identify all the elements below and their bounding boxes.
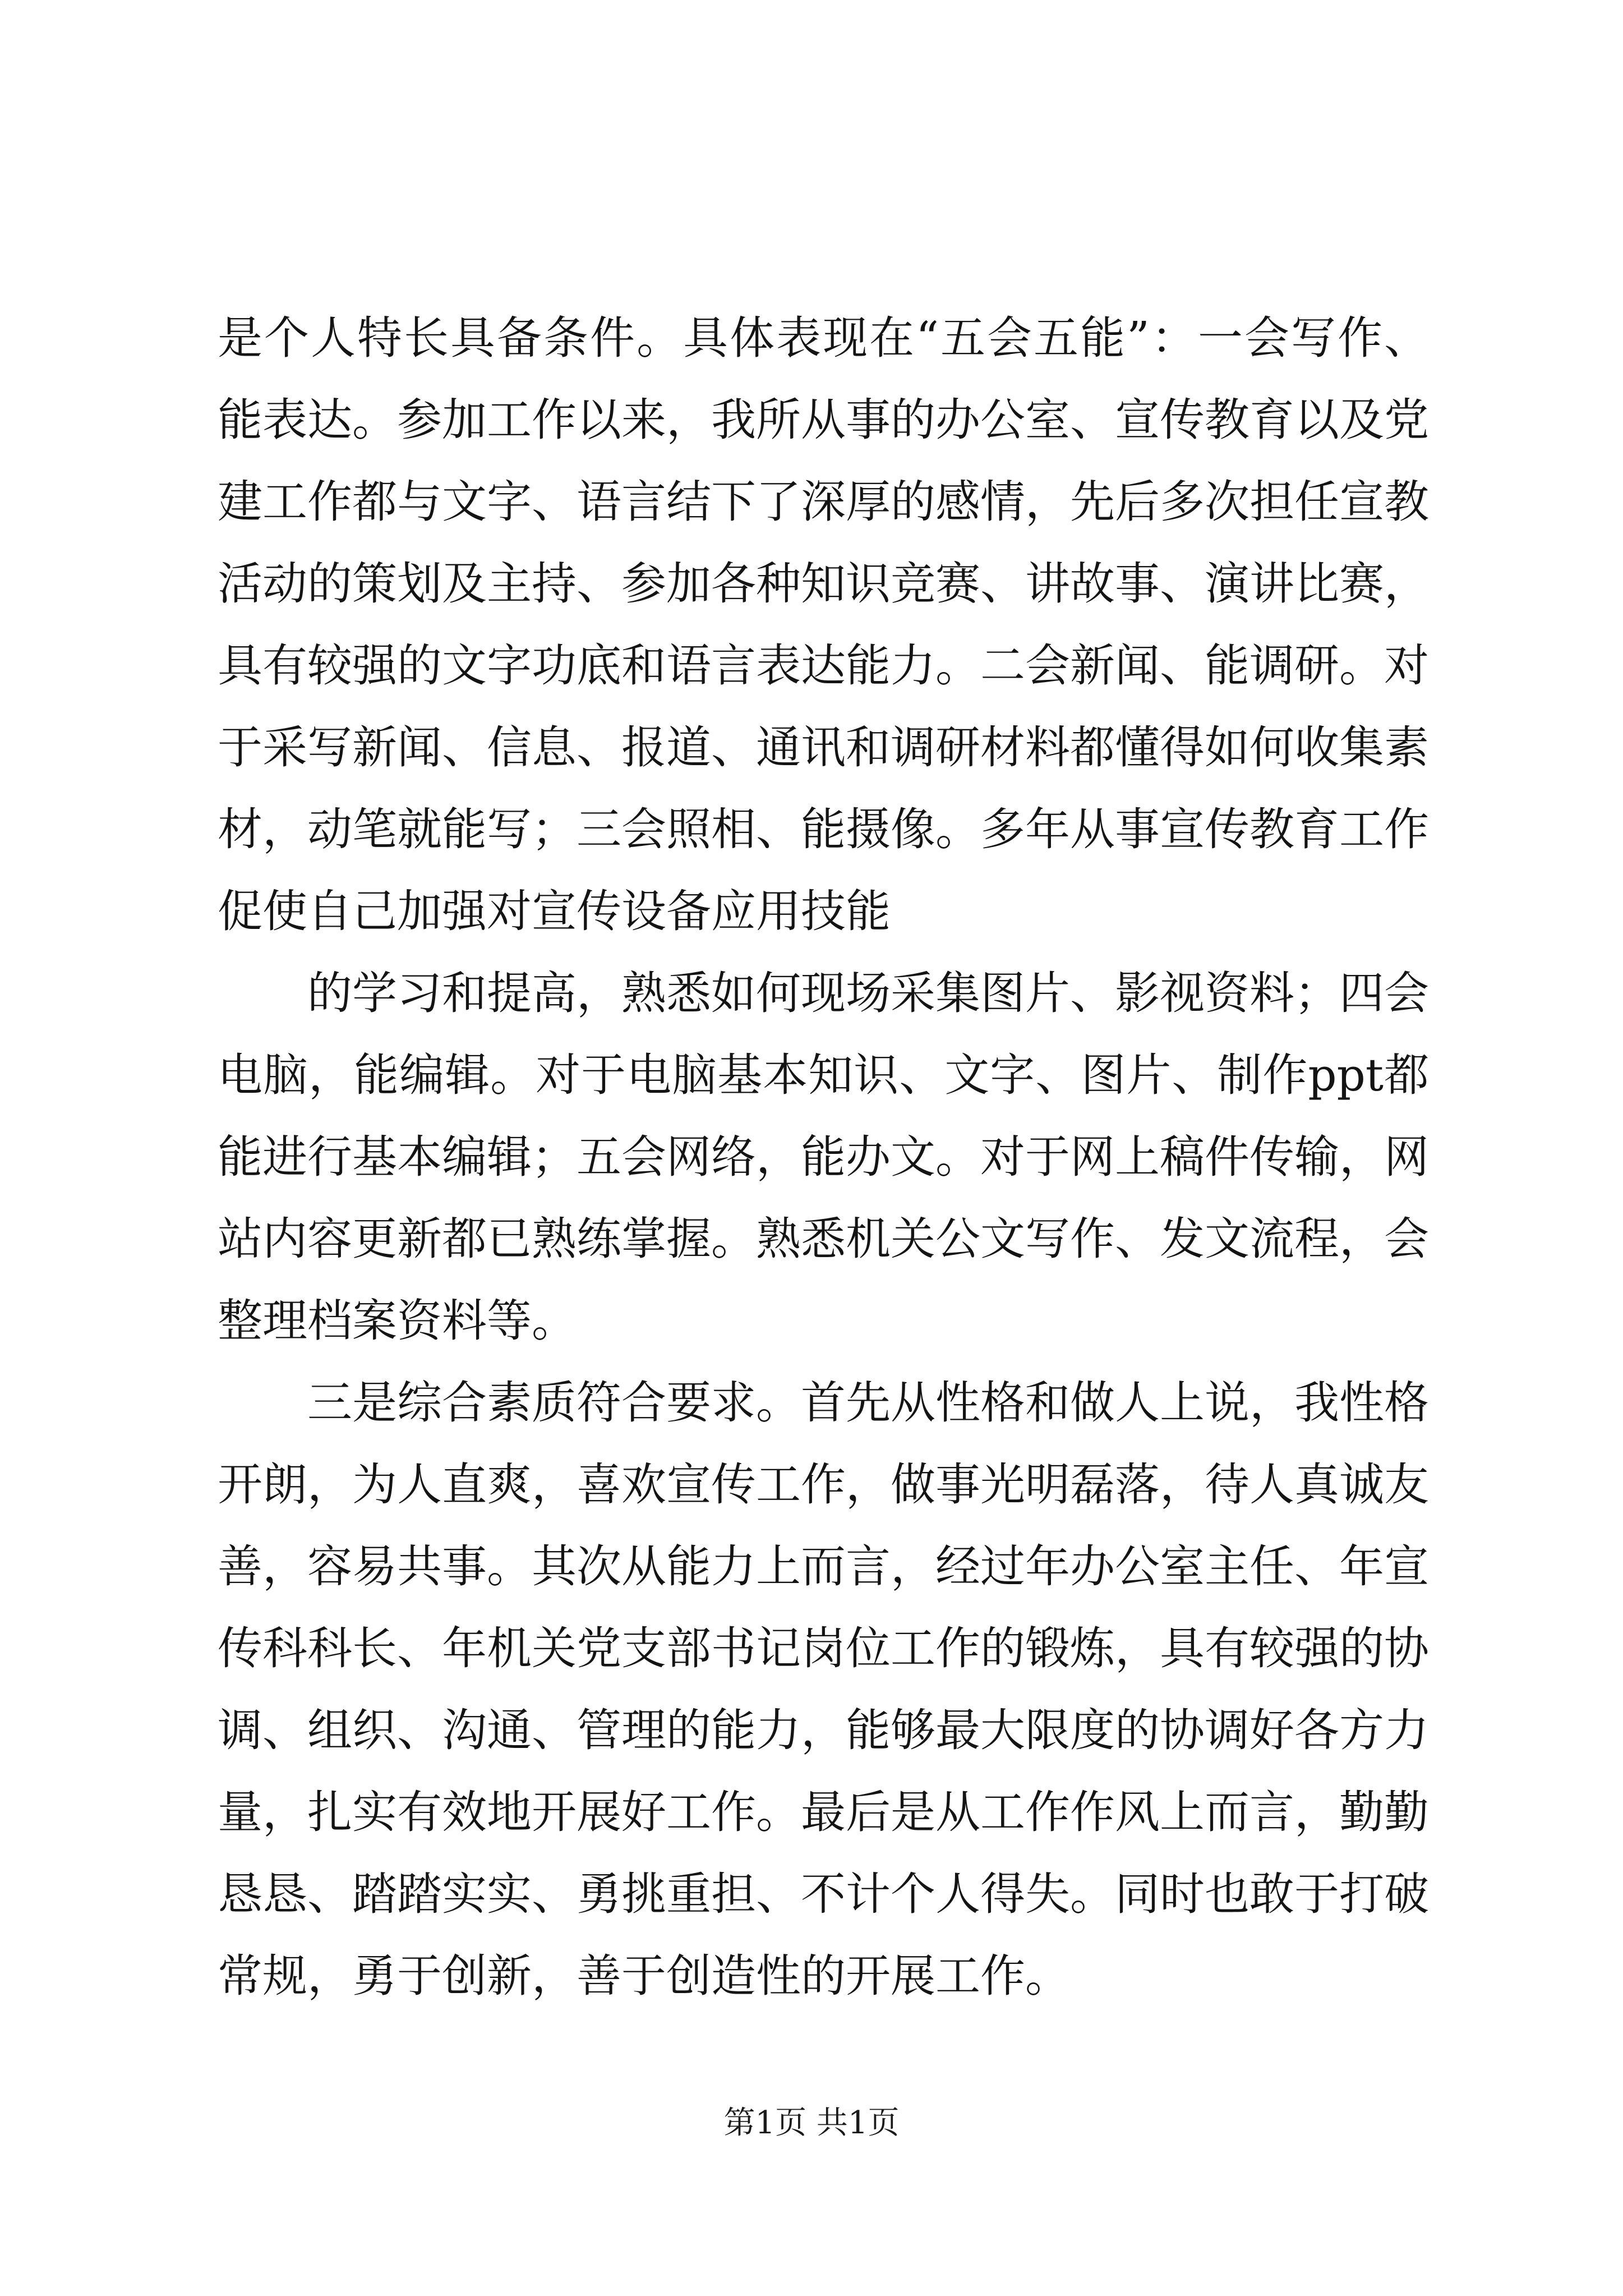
page-footer: 第1页 共1页 xyxy=(723,2105,900,2141)
paragraph-3: 三是综合素质符合要求。首先从性格和做人上说，我性格开朗，为人直爽，喜欢宣传工作，做事光明磊落，待人真诚友善，容易共事。其次从能力上而言，经过年办公室主任、年宣传科科长、年机关党支部书记岗位工作的锻炼，具有较强的协调、组织、沟通、管理的能力，能够最大限度的协调好各方力量，扎实有效地开展好工作。最后是从工作作风上而言，勤勤恳恳、踏踏实实、勇挑重担、不计个人得失。同时也敢于打破常规，勇于创新，善于创造性的开展工作。 xyxy=(218,1377,1429,2002)
document-body xyxy=(218,297,1429,2017)
paragraph-2: 的学习和提高，熟悉如何现场采集图片、影视资料；四会电脑，能编辑。对于电脑基本知识、文字、图片、制作ppt都能进行基本编辑；五会网络，能办文。对于网上稿件传输，网站内容更新都已熟练掌握。熟悉机关公文写作、发文流程，会整理档案资料等。 xyxy=(218,967,1429,1347)
paragraph-1: 是个人特长具备条件。具体表现在“五会五能”：一会写作、能表达。参加工作以来，我所从事的办公室、宣传教育以及党建工作都与文字、语言结下了深厚的感情，先后多次担任宣教活动的策划及主持、参加各种知识竞赛、讲故事、演讲比赛，具有较强的文字功底和语言表达能力。二会新闻、能调研。对于采写新闻、信息、报道、通讯和调研材料都懂得如何收集素材，动笔就能写；三会照相、能摄像。多年从事宣传教育工作促使自己加强对宣传设备应用技能 xyxy=(218,312,1429,937)
